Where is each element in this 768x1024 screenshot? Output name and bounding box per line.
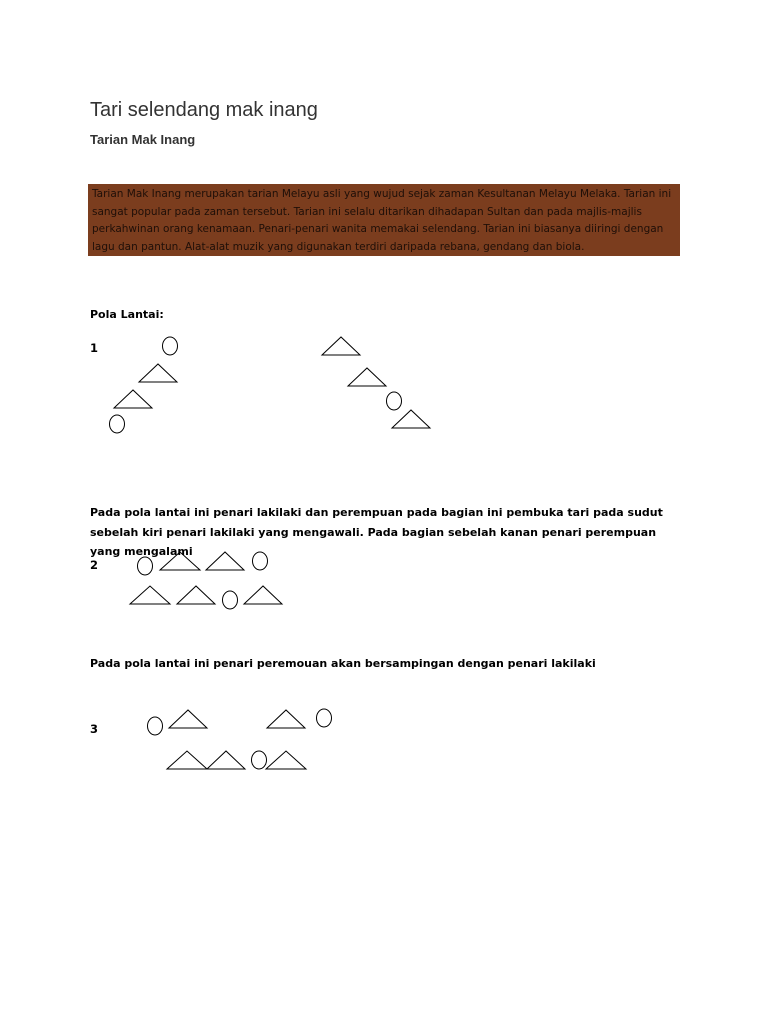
male-dancer-triangle-icon <box>348 368 386 386</box>
male-dancer-triangle-icon <box>392 410 430 428</box>
intro-paragraph: Tarian Mak Inang merupakan tarian Melayu asli yang wujud sejak zaman Kesultanan Melayu Melaka. Tarian ini sangat popular pada zaman tersebut. Tarian ini selalu ditarikan dihadapan Sultan dan pada majlis-majlis perkahwinan orang kenamaan. Penari-penari wanita memakai selendang. Tarian ini biasanya diiringi dengan lagu dan pantun. Alat-alat muzik yang digunakan terdiri daripada rebana, gendang dan biola. <box>88 184 680 256</box>
female-dancer-circle-icon <box>317 709 332 727</box>
page-title: Tari selendang mak inang <box>90 99 318 121</box>
male-dancer-triangle-icon <box>130 586 170 604</box>
male-dancer-triangle-icon <box>177 586 215 604</box>
pattern-number-3: 3 <box>90 722 99 736</box>
female-dancer-circle-icon <box>252 751 267 769</box>
female-dancer-circle-icon <box>223 591 238 609</box>
male-dancer-triangle-icon <box>167 751 207 769</box>
male-dancer-triangle-icon <box>322 337 360 355</box>
male-dancer-triangle-icon <box>114 390 152 408</box>
male-dancer-triangle-icon <box>139 364 177 382</box>
pattern-number-1: 1 <box>90 341 99 355</box>
female-dancer-circle-icon <box>148 717 163 735</box>
male-dancer-triangle-icon <box>267 710 305 728</box>
female-dancer-circle-icon <box>110 415 125 433</box>
female-dancer-circle-icon <box>387 392 402 410</box>
pola-lantai-label: Pola Lantai: <box>90 308 164 321</box>
male-dancer-triangle-icon <box>244 586 282 604</box>
male-dancer-triangle-icon <box>207 751 245 769</box>
male-dancer-triangle-icon <box>266 751 306 769</box>
pattern-description-2: Pada pola lantai ini penari peremouan akan bersampingan dengan penari lakilaki <box>90 657 596 670</box>
pattern-number-2: 2 <box>90 558 99 572</box>
female-dancer-circle-icon <box>163 337 178 355</box>
pattern-description-1: Pada pola lantai ini penari lakilaki dan perempuan pada bagian ini pembuka tari pada sudut sebelah kiri penari lakilaki yang mengawali. Pada bagian sebelah kanan penari perempuan yang mengalami <box>90 506 663 558</box>
male-dancer-triangle-icon <box>169 710 207 728</box>
page-subtitle: Tarian Mak Inang <box>90 132 196 147</box>
